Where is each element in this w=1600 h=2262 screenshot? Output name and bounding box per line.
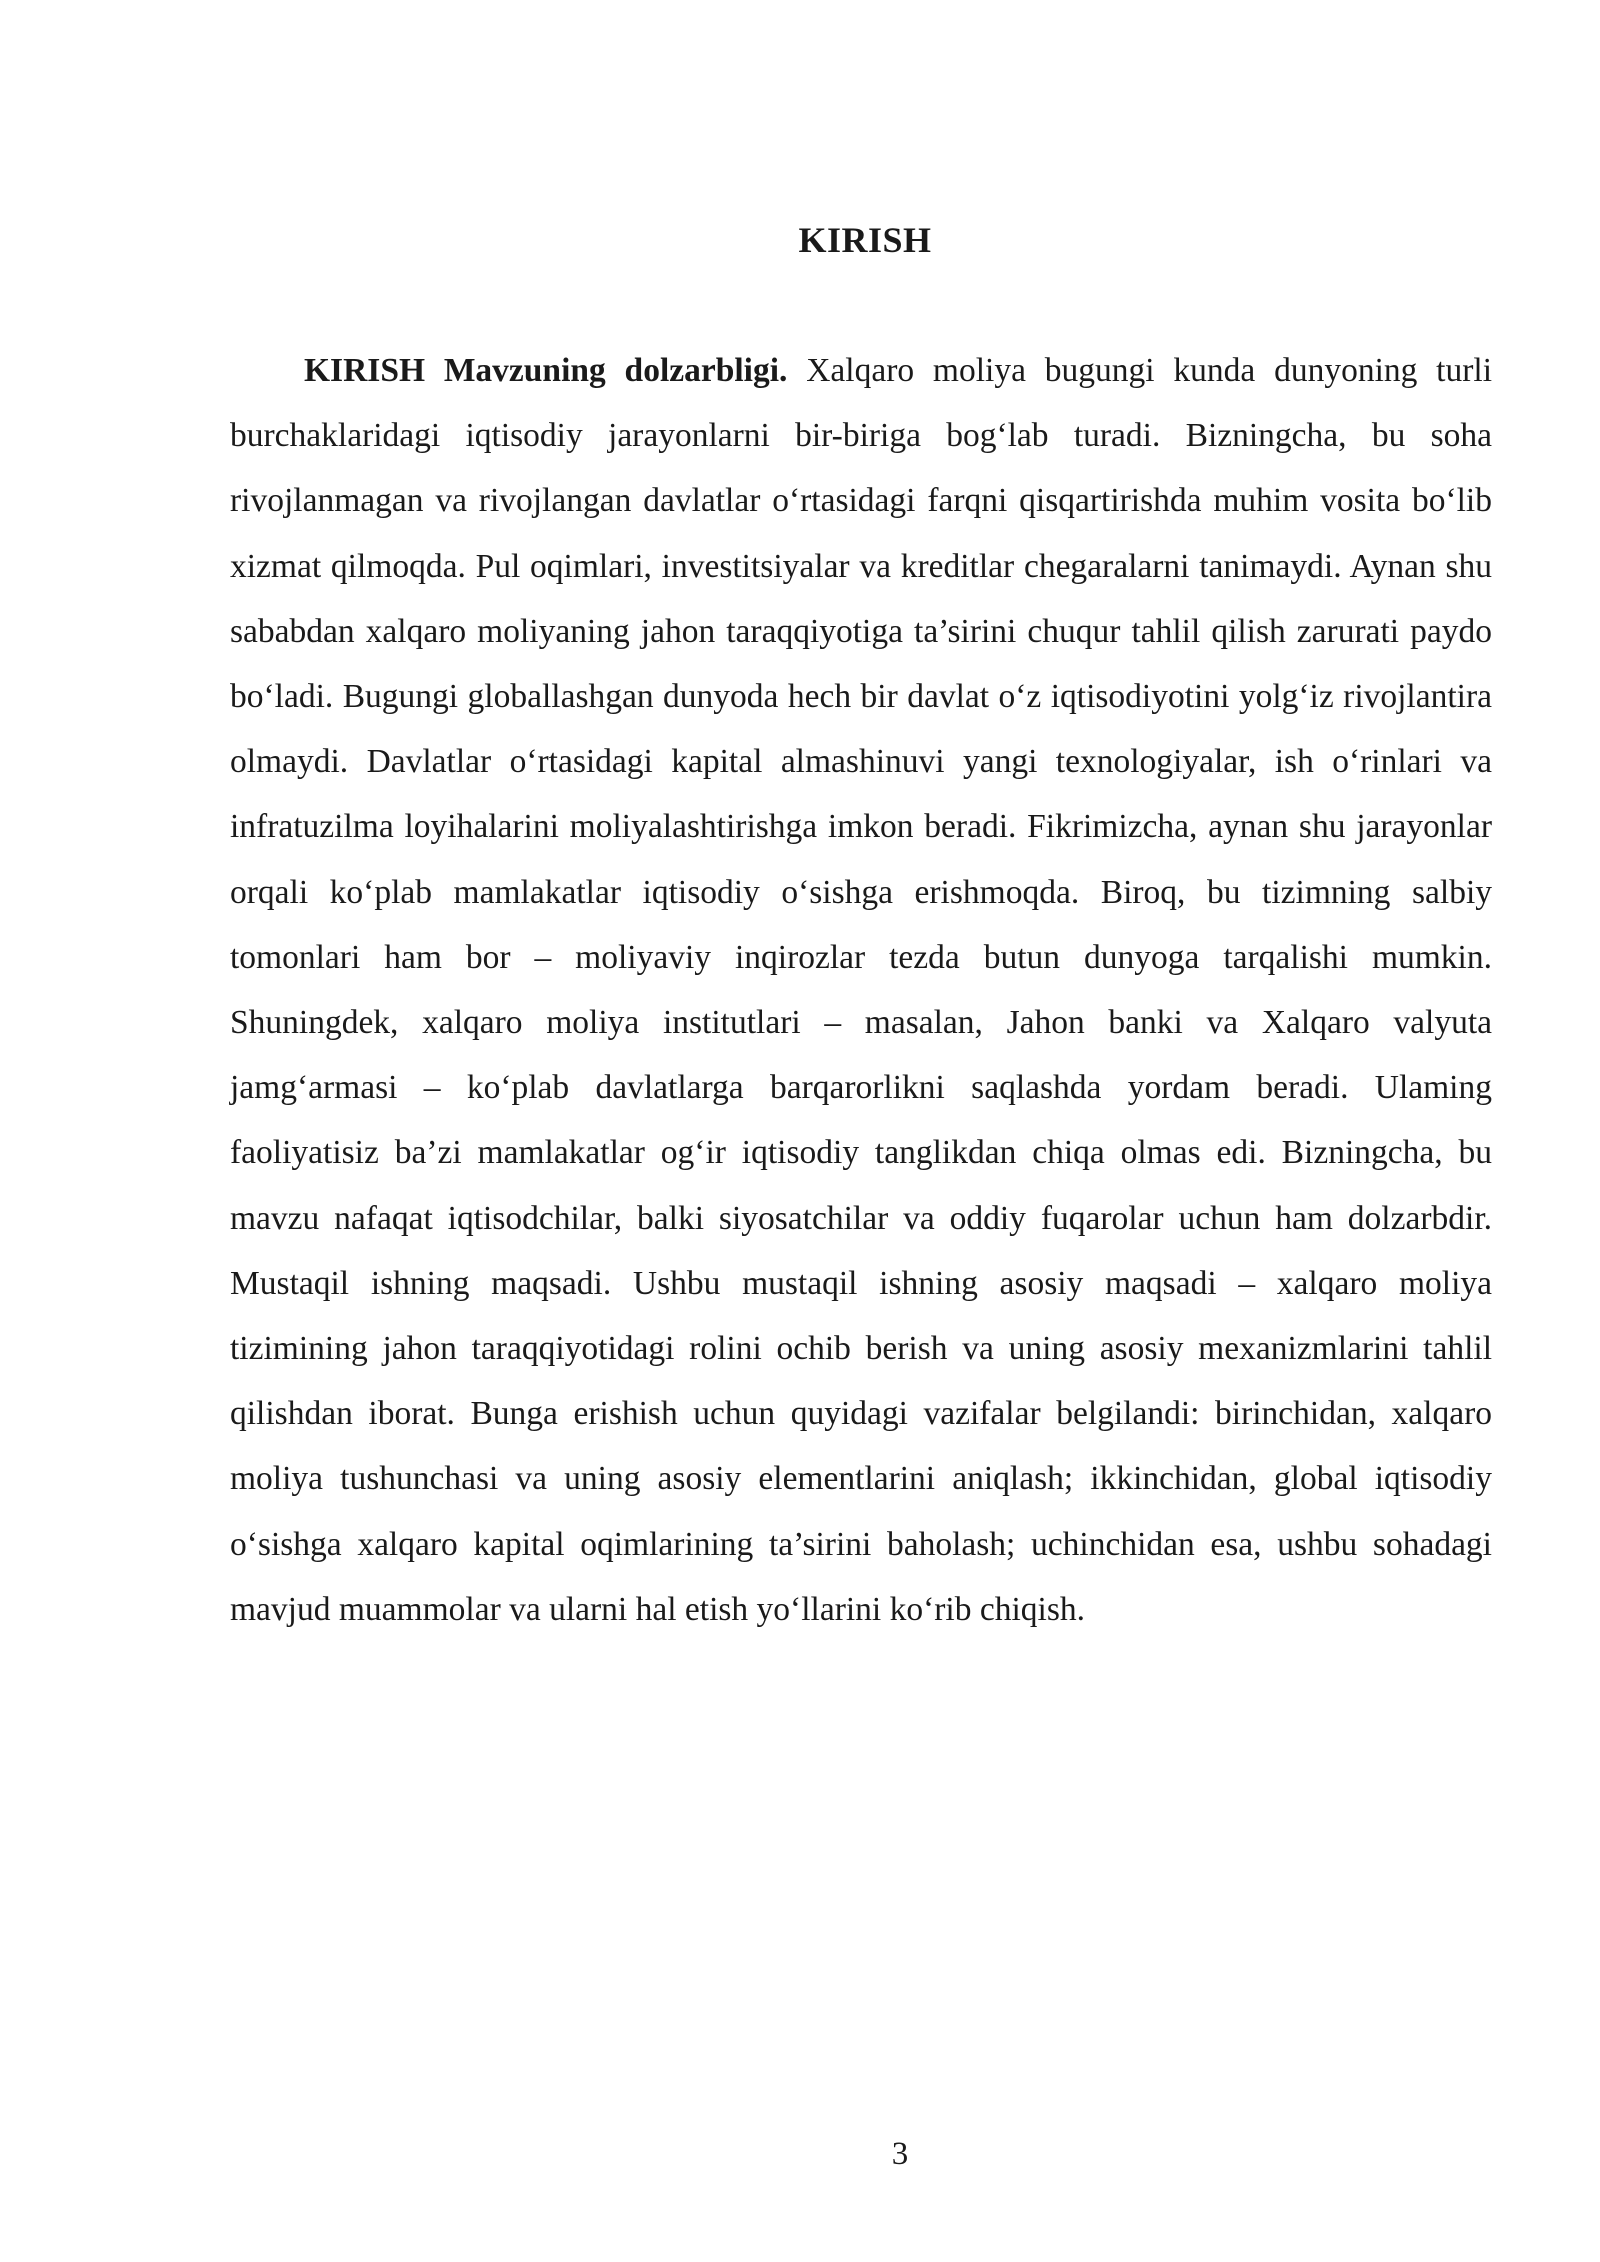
body-paragraph <box>230 338 1492 1642</box>
paragraph-lead: KIRISH Mavzuning dolzarbligi. <box>304 352 788 389</box>
paragraph-text: Xalqaro moliya bugungi kunda dunyoning turli burchaklaridagi iqtisodiy jarayonlarni bir-biriga bog‘lab turadi. Bizningcha, bu soha rivojlanmagan va rivojlangan davlatlar o‘rtasidagi farqni qisqartirishda muhim vosita bo‘lib xizmat qilmoqda. Pul oqimlari, investitsiyalar va kreditlar chegaralarni tanimaydi. Aynan shu sababdan xalqaro moliyaning jahon taraqqiyotiga ta’sirini chuqur tahlil qilish zarurati paydo bo‘ladi. Bugungi globallashgan dunyoda hech bir davlat o‘z iqtisodiyotini yolg‘iz rivojlantira olmaydi. Davlatlar o‘rtasidagi kapital almashinuvi yangi texnologiyalar, ish o‘rinlari va infratuzilma loyihalarini moliyalashtirishga imkon beradi. Fikrimizcha, aynan shu jarayonlar orqali ko‘plab mamlakatlar iqtisodiy o‘sishga erishmoqda. Biroq, bu tizimning salbiy tomonlari ham bor – moliyaviy inqirozlar tezda butun dunyoga tarqalishi mumkin. Shuningdek, xalqaro moliya institutlari – masalan, Jahon banki va Xalqaro valyuta jamg‘armasi – ko‘plab davlatlarga barqarorlikni saqlashda yordam beradi. Ulaming faoliyatisiz ba’zi mamlakatlar og‘ir iqtisodiy tanglikdan chiqa olmas edi. Bizningcha, bu mavzu nafaqat iqtisodchilar, balki siyosatchilar va oddiy fuqarolar uchun ham dolzarbdir. Mustaqil ishning maqsadi. Ushbu mustaqil ishning asosiy maqsadi – xalqaro moliya tizimining jahon taraqqiyotidagi rolini ochib berish va uning asosiy mexanizmlarini tahlil qilishdan iborat. Bunga erishish uchun quyidagi vazifalar belgilandi: birinchidan, xalqaro moliya tushunchasi va uning asosiy elementlarini aniqlash; ikkinchidan, global iqtisodiy o‘sishga xalqaro kapital oqimlarining ta’sirini baholash; uchinchidan esa, ushbu sohadagi mavjud muammolar va ularni hal etish yo‘llarini ko‘rib chiqish. <box>230 352 1493 1628</box>
page-number: 3 <box>891 2136 909 2172</box>
page-title: KIRISH <box>798 220 932 260</box>
